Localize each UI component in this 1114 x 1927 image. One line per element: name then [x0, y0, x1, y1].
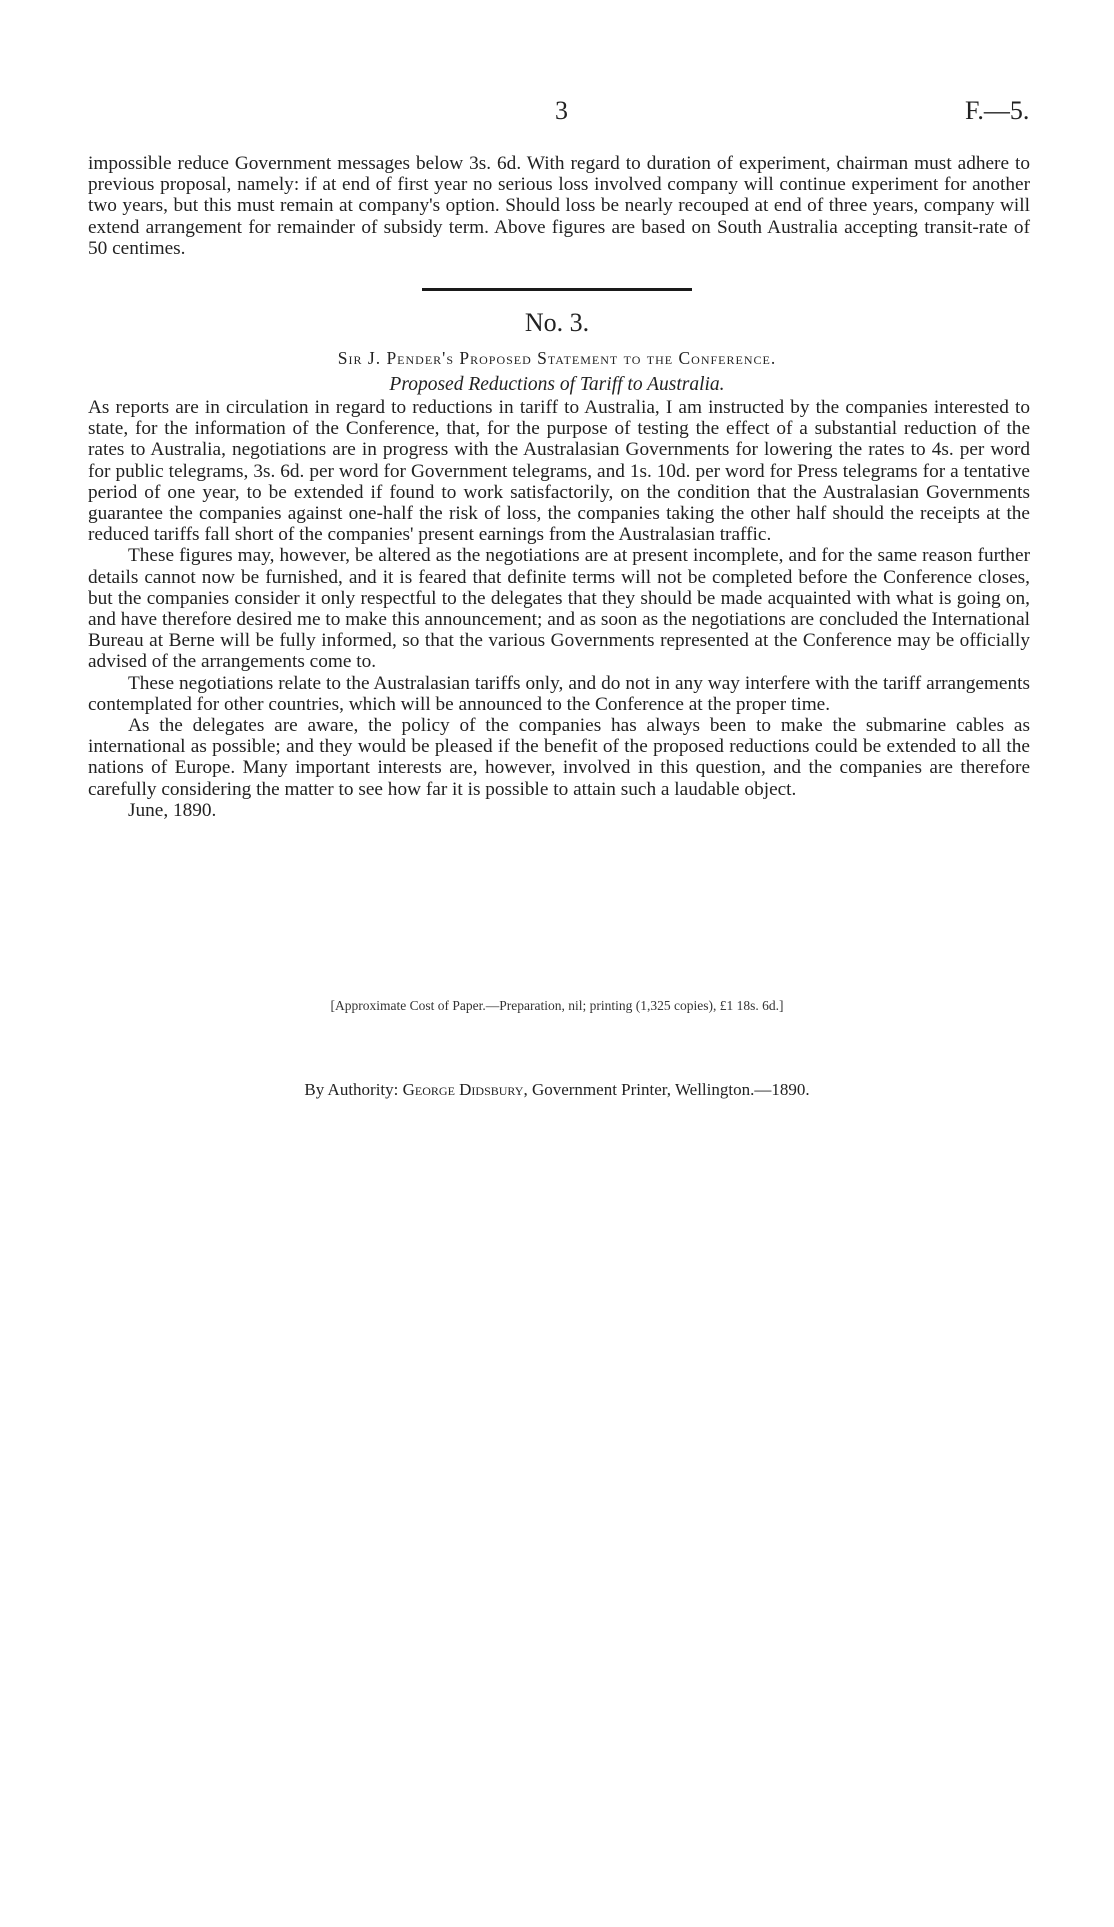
continuation-paragraph: [88, 153, 1030, 259]
section-subtitle: Proposed Reductions of Tariff to Australia.: [389, 374, 725, 395]
page-number: 3: [555, 96, 568, 125]
statement-date: June, 1890.: [128, 799, 217, 821]
authority-prefix: By Authority:: [304, 1080, 399, 1099]
statement-paragraph: These negotiations relate to the Australasian tariffs only, and do not in any way interfere with the tariff arrangements contemplated for other countries, which will be announced to the Conference at the proper time.: [88, 672, 1030, 715]
authority-suffix: Government Printer, Wellington.—1890.: [531, 1080, 810, 1099]
statement-paragraph: As the delegates are aware, the policy of the companies has always been to make the submarine cables as international as possible; and they would be pleased if the benefit of the proposed reductions could be extended to all the nations of Europe. Many important interests are, however, involved in this question, and the companies are therefore carefully considering the matter to see how far it is possible to attain such a laudable object.: [88, 715, 1030, 800]
statement-body: [88, 397, 1030, 821]
section-title: Sir J. Pender's Proposed Statement to the Conference.: [337, 348, 777, 368]
statement-paragraph: As reports are in circulation in regard to reductions in tariff to Australia, I am instructed by the companies interested to state, for the information of the Conference, that, for the purpose of testing the effect of a substantial reduction of the rates to Australia, negotiations are in progress with the Australasian Governments for lowering the rates to 4s. per word for public telegrams, 3s. 6d. per word for Government telegrams, and 1s. 10d. per word for Press telegrams for a tentative period of one year, to be extended if found to work satisfactorily, on the condition that the Australasian Governments guarantee the companies against one-half the risk of loss, the companies taking the other half should the receipts at the reduced tariffs fall short of the companies' present earnings from the Australasian traffic.: [88, 397, 1030, 546]
printer-name: George Didsbury,: [402, 1080, 528, 1099]
cost-note: [Approximate Cost of Paper.—Preparation, nil; printing (1,325 copies), £1 18s. 6d.]: [330, 998, 784, 1013]
section-number: No. 3.: [524, 308, 590, 337]
continuation-text: impossible reduce Government messages below 3s. 6d. With regard to duration of experiment, chairman must adhere to previous proposal, namely: if at end of first year no serious loss involved company will continue experiment for another two years, but this must remain at company's option. Should loss be nearly recouped at end of three years, company will extend arrangement for remainder of subsidy term. Above figures are based on South Australia accepting transit-rate of 50 centimes.: [88, 153, 1030, 259]
document-reference: F.—5.: [965, 96, 1030, 125]
authority-line: [0, 1080, 1114, 1100]
section-divider: [422, 288, 692, 291]
statement-paragraph: These figures may, however, be altered as the negotiations are at present incomplete, and for the same reason further details cannot now be furnished, and it is feared that definite terms will not be completed before the Conference closes, but the companies consider it only respectful to the delegates that they should be made acquainted with what is going on, and have therefore desired me to make this announcement; and as soon as the negotiations are concluded the International Bureau at Berne will be fully informed, so that the various Governments represented at the Conference may be officially advised of the arrangements come to.: [88, 545, 1030, 673]
